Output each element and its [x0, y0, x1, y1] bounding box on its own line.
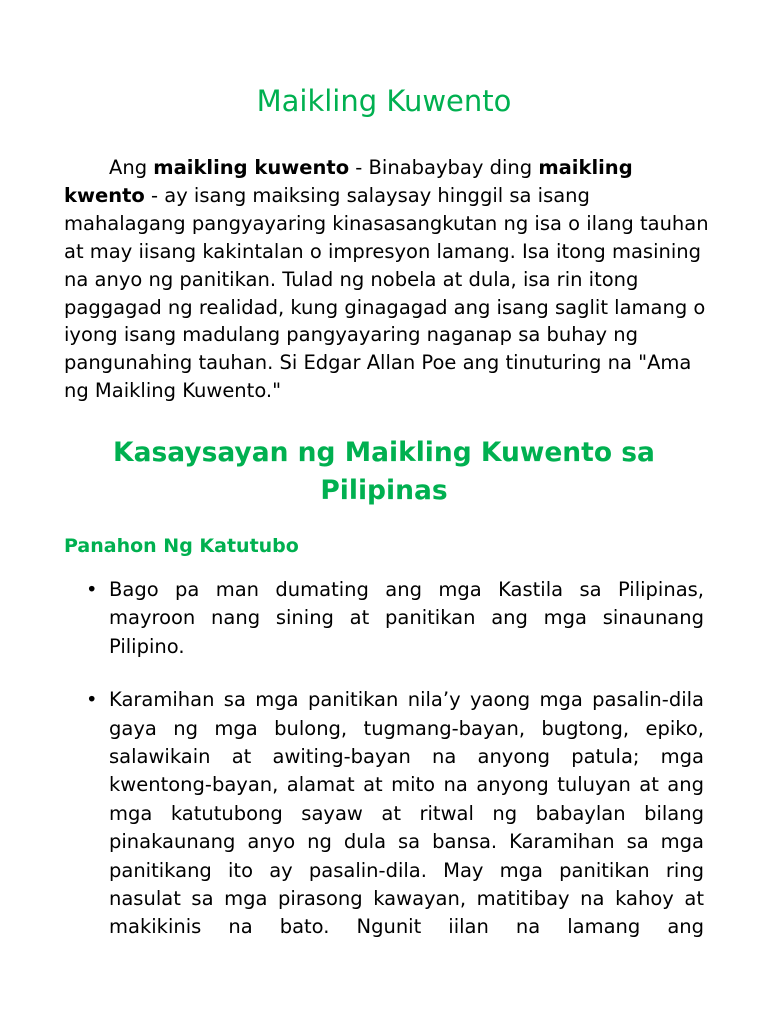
section-title: Kasaysayan ng Maikling Kuwento sa Pilipinas	[113, 437, 655, 506]
intro-term-bold: maikling kwento	[64, 156, 633, 207]
list-item	[64, 686, 704, 942]
bullet-marker: •	[86, 578, 98, 601]
list-item	[64, 576, 704, 661]
intro-segment: - Binabaybay ding	[349, 156, 539, 179]
intro-term-bold: maikling kuwento	[153, 156, 350, 179]
bullet-marker: •	[86, 688, 98, 712]
list-item-text: Karamihan sa mga panitikan nila’y yaong mga pasalin-dila gaya ng mga bulong, tugmang-bayan, bugtong, epiko, salawikain at awiting-bayan na anyong patula; mga kwentong-bayan, alamat at mito na anyong tuluyan at ang mga katutubong sayaw at ritwal ng babaylan bilang pinakaunang anyo ng dula sa bansa. Karamihan sa mga panitikang ito ay pasalin-dila. May mga panitikan ring nasulat sa mga pirasong kawayan, matitibay na kahoy at makikinis na bato. Ngunit iilan na lamang ang	[109, 688, 704, 939]
intro-segment: Ang	[109, 156, 154, 179]
intro-segment: - ay isang maiksing salaysay hinggil sa isang mahalagang pangyayaring kinasasangkutan ng isa o ilang tauhan at may iisang kakintalan o impresyon lamang. Isa itong masining na anyo ng panitikan. Tulad ng nobela at dula, isa rin itong paggagad ng realidad, kung ginagagad ang isang saglit lamang o iyong isang madulang pangyayaring naganap sa buhay ng pangunahing tauhan. Si Edgar Allan Poe ang tinuturing na "Ama ng Maikling Kuwento."	[64, 183, 709, 403]
document-title: Maikling Kuwento	[256, 84, 512, 118]
intro-paragraph	[64, 154, 712, 405]
subsection-title: Panahon Ng Katutubo	[64, 535, 299, 557]
list-item-text: Bago pa man dumating ang mga Kastila sa Pilipinas, mayroon nang sining at panitikan ang mga sinaunang Pilipino.	[109, 578, 704, 658]
bullet-list	[64, 576, 704, 967]
